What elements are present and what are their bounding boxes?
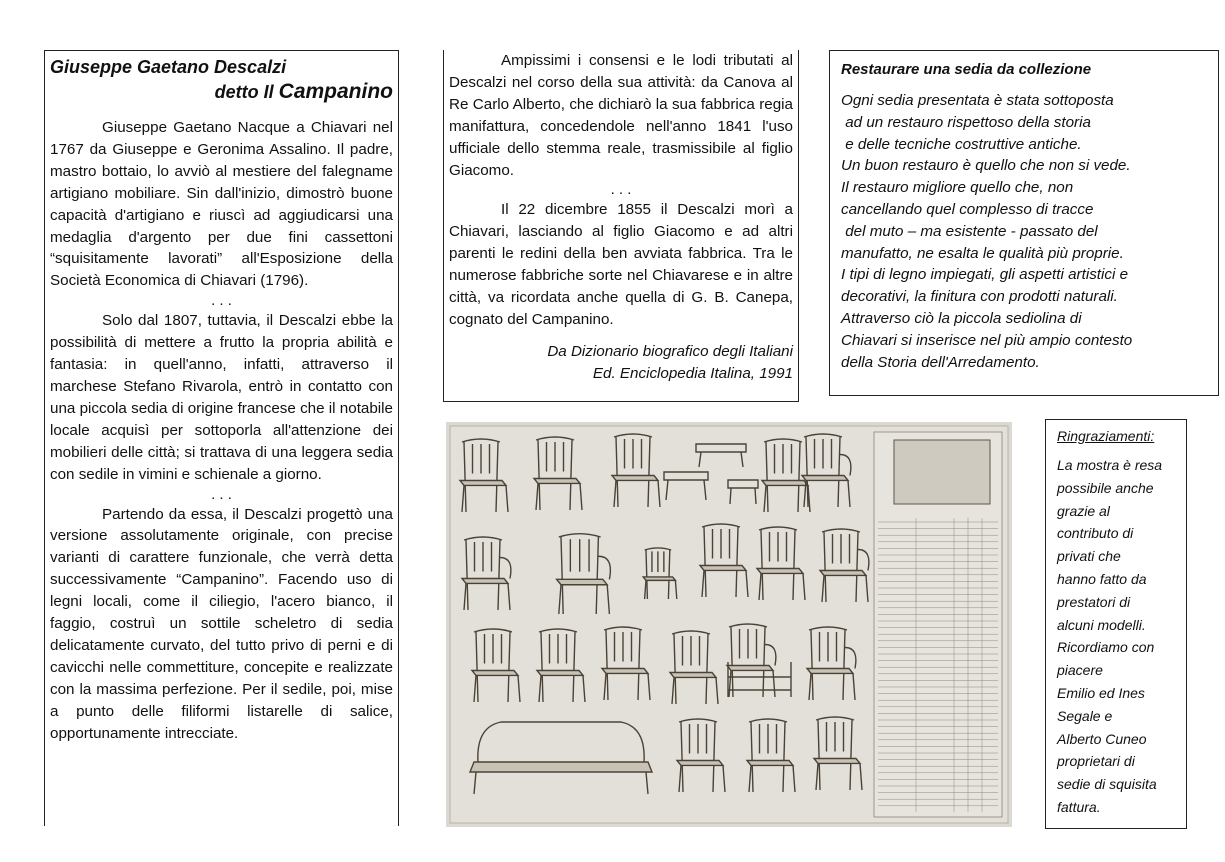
text-line: I tipi di legno impiegati, gli aspetti artistici e — [841, 266, 1129, 284]
chair-catalog-image — [446, 422, 1012, 827]
text-line: sedie di squisita — [1057, 776, 1157, 793]
chair-catalog-illustration — [446, 422, 1012, 827]
text-line: Chiavari si inserisce nel più ampio contesto — [841, 331, 1133, 349]
section-separator: . . . — [211, 485, 232, 503]
section-separator: . . . — [610, 181, 632, 199]
text-line: La mostra è resa — [1057, 457, 1163, 473]
restoration-title: Restaurare una sedia da collezione — [841, 61, 1092, 78]
source-citation — [449, 341, 793, 385]
text-line: Ogni sedia presentata è stata sottoposta — [841, 92, 1114, 109]
section-separator: . . . — [211, 292, 232, 310]
text-line: Alberto Cuneo — [1057, 730, 1147, 747]
acknowledgements-box — [1045, 419, 1187, 829]
biography-title: Giuseppe Gaetano Descalzi — [50, 57, 287, 77]
text-line: Attraverso ciò la piccola sediolina di — [841, 309, 1082, 327]
text-line: grazie al — [1057, 502, 1110, 519]
text-line: e delle tecniche costruttive antiche. — [841, 135, 1082, 153]
history-paragraph-2: Il 22 dicembre 1855 il Descalzi morì a Chiavari, lasciando al figlio Giacomo e ad altri parenti le redini della ben avviata fabbrica. Tra le numerose fabbriche sorte nel Chiavarese e in altre città, va ricordata anche quella di G. B. Canepa, cognato del Campanino. — [449, 201, 793, 328]
source-line-1: Da Dizionario biografico degli Italiani — [547, 342, 793, 360]
text-line: manufatto, ne esalta le qualità più proprie. — [841, 244, 1124, 262]
acknowledgements-title: Ringraziamenti: — [1057, 428, 1155, 444]
text-line: prestatori di — [1057, 593, 1131, 610]
acknowledgements-text — [1057, 454, 1175, 819]
text-line: Emilio ed Ines — [1057, 684, 1145, 701]
text-line: cancellando quel complesso di tracce — [841, 200, 1094, 218]
biography-paragraph-1: Giuseppe Gaetano Nacque a Chiavari nel 1767 da Giuseppe e Geronima Assalino. Il padre, mastro bottaio, lo avviò al mestiere del falegname artigiano mobiliare. Sin dall'inizio, dimostrò buone capacità d'artigiano e riuscì ad aggiudicarsi una medaglia d'argento per due fini cassettoni “squisitamente lavorati” all'Esposizione della Società Economica di Chiavari (1796). — [50, 119, 393, 290]
text-line: privati che — [1057, 548, 1121, 565]
history-paragraph-1: Ampissimi i consensi e le lodi tributati al Descalzi nel corso della sua attività: da Canova al Re Carlo Alberto, che dichiarò la sua fabbrica regia manifattura, concedendole nell'anno 1841 l'uso ufficiale dello stemma reale, trasmissibile al figlio Giacomo. — [449, 52, 793, 179]
source-line-2: Ed. Enciclopedia Italina, 1991 — [592, 364, 793, 382]
text-line: fattura. — [1057, 798, 1101, 815]
text-line: piacere — [1057, 662, 1103, 679]
biography-paragraph-3: Partendo da essa, il Descalzi progettò una versione assolutamente originale, con precise varianti di carattere funzionale, che verrà detta successivamente “Campanino”. Facendo uso di legni locali, come il ciliegio, l'acero bianco, il faggio, costruì un sottile scheletro di sedia delicatamente curvato, del tutto privo di perni e di cavicchi nelle commettiture, concepite e realizzate con la massima perfezione. Per il sedile, poi, mise a punto delle filiformi listarelle di salice, opportunamente intrecciate. — [50, 505, 393, 742]
text-line: proprietari di — [1057, 753, 1135, 770]
subtitle-prefix: detto Il — [214, 82, 274, 102]
history-column — [443, 50, 799, 402]
text-line: Un buon restauro è quello che non si vede. — [841, 157, 1131, 175]
text-line: ad un restauro rispettoso della storia — [841, 113, 1091, 131]
restoration-text — [841, 90, 1207, 373]
text-line: decorativi, la finitura con prodotti naturali. — [841, 288, 1118, 306]
text-line: hanno fatto da — [1057, 570, 1147, 587]
biography-paragraph-2: Solo dal 1807, tuttavia, il Descalzi ebbe la possibilità di mettere a frutto la propria abilità e fantasia: in quell'anno, infatti, attraverso il marchese Stefano Rivarola, entrò in contatto con una piccola sedia di origine francese che il notabile locale acquisì per sottoporla all'attenzione dei mobilieri delle città; si trattava di una leggera sedia con sedile in vimini e schienale a giorno. — [50, 312, 393, 483]
text-line: alcuni modelli. — [1057, 616, 1146, 633]
subtitle-name: Campanino — [278, 80, 393, 103]
price-table — [874, 432, 1002, 817]
biography-subtitle — [50, 79, 393, 105]
text-line: possibile anche — [1057, 479, 1154, 496]
text-line: della Storia dell'Arredamento. — [841, 353, 1040, 371]
text-line: Il restauro migliore quello che, non — [841, 179, 1074, 197]
text-line: contributo di — [1057, 525, 1134, 542]
restoration-box — [829, 50, 1219, 396]
text-line: Segale e — [1057, 707, 1113, 724]
text-line: Ricordiamo con — [1057, 639, 1155, 656]
text-line: del muto – ma esistente - passato del — [841, 222, 1098, 240]
biography-column — [44, 50, 399, 826]
